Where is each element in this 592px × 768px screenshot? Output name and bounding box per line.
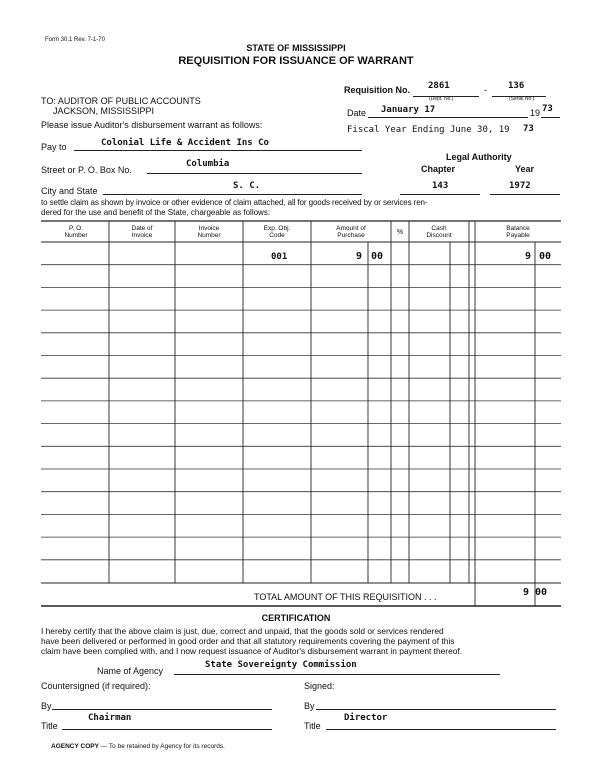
col-header-exp-code: Exp. Obj. Code: [263, 225, 291, 239]
please-issue-text: Please issue Auditor's disbursement warrant as follows:: [41, 120, 263, 130]
state-title: STATE OF MISSISSIPPI: [246, 43, 346, 53]
cert-text-2: have been delivered or performed in good order and that all statutory requirements covering the payment of this: [41, 636, 455, 646]
total-dollars[interactable]: 9: [523, 587, 530, 598]
form-id: Form 30.1 Rev. 7-1-70: [45, 37, 105, 43]
to-line-1: TO: AUDITOR OF PUBLIC ACCOUNTS: [41, 96, 201, 106]
line-item-amount-dollars[interactable]: 9: [356, 251, 363, 262]
fiscal-year-text: Fiscal Year Ending June 30, 19: [347, 125, 510, 135]
by-label-left: By: [41, 701, 52, 711]
year-column-label: Year: [515, 164, 535, 174]
col-header-percent: %: [396, 229, 404, 236]
title-label-right: Title: [304, 721, 321, 731]
footer-note: [51, 744, 225, 751]
agency-label: Name of Agency: [97, 666, 164, 676]
settle-text-1: to settle claim as shown by invoice or other evidence of claim attached, all for goods received by or services ren-: [41, 198, 428, 207]
date-value[interactable]: January 17: [381, 105, 436, 115]
settle-text-2: dered for the use and benefit of the State, chargeable as follows:: [41, 208, 271, 217]
col-header-amount: Amount of Purchase: [336, 225, 366, 239]
title-right-value[interactable]: Director: [344, 713, 388, 723]
date-label: Date: [347, 108, 367, 118]
serial-no-value[interactable]: 136: [508, 81, 525, 91]
cert-text-3: claim have been complied with, and I now request issuance of Auditor's disbursement warrant in payment thereof.: [41, 646, 463, 656]
street-label: Street or P. O. Box No.: [41, 165, 132, 175]
by-line-left[interactable]: [52, 709, 272, 710]
title-line-left: [62, 729, 272, 730]
requisition-no-value[interactable]: 2861: [428, 81, 450, 91]
agency-line: [174, 674, 500, 675]
by-line-right[interactable]: [316, 709, 556, 710]
pay-to-label: Pay to: [41, 142, 67, 152]
line-item-balance-cents[interactable]: 00: [539, 251, 552, 262]
requisition-label: Requisition No.: [344, 85, 410, 95]
chapter-label: Chapter: [421, 164, 456, 174]
line-item-exp-code[interactable]: 001: [271, 252, 288, 262]
col-header-cash-discount: Cash Discount: [426, 225, 452, 239]
total-cents[interactable]: 00: [535, 587, 548, 598]
line-item-amount-cents[interactable]: 00: [371, 251, 384, 262]
footer-retain-text: — To be retained by Agency for its records.: [100, 743, 225, 750]
title-label-left: Title: [41, 721, 58, 731]
title-left-value[interactable]: Chairman: [88, 713, 132, 723]
total-label: TOTAL AMOUNT OF THIS REQUISITION . . .: [254, 592, 437, 602]
to-line-2: JACKSON, MISSISSIPPI: [53, 106, 155, 116]
legal-authority-label: Legal Authority: [446, 152, 512, 162]
agency-value[interactable]: State Sovereignty Commission: [205, 660, 357, 670]
col-header-invoice-number: Invoice Number: [197, 225, 221, 239]
form-title: REQUISITION FOR ISSUANCE OF WARRANT: [178, 55, 414, 67]
pay-to-value[interactable]: Colonial Life & Accident Ins Co: [101, 138, 269, 148]
col-header-balance: Balance Payable: [506, 225, 530, 239]
by-label-right: By: [304, 701, 315, 711]
authority-year-value[interactable]: 1972: [509, 181, 531, 191]
city-state-value[interactable]: S. C.: [233, 181, 261, 191]
serial-no-label: (Serial No.): [509, 96, 535, 102]
col-header-invoice-date: Date of Invoice: [131, 225, 153, 239]
street-value[interactable]: Columbia: [186, 159, 230, 169]
cert-text-1: I hereby certify that the above claim is just, due, correct and unpaid, that the goods sold or services rendered: [41, 626, 444, 636]
chapter-value[interactable]: 143: [432, 181, 449, 191]
certification-title: CERTIFICATION: [261, 613, 331, 623]
fiscal-year-value[interactable]: 73: [523, 124, 534, 134]
signed-label: Signed:: [304, 681, 335, 691]
footer-agency-copy: AGENCY COPY: [51, 743, 99, 750]
col-header-po: P. O. Number: [64, 225, 88, 239]
countersigned-label: Countersigned (if required):: [41, 681, 151, 691]
city-state-label: City and State: [41, 186, 98, 196]
year-value[interactable]: 73: [542, 104, 553, 114]
year-prefix: 19: [530, 108, 541, 118]
dept-no-label: (Dept. No.): [429, 96, 454, 102]
line-item-balance-dollars[interactable]: 9: [525, 251, 532, 262]
requisition-separator: -: [484, 85, 487, 95]
title-line-right: [326, 729, 556, 730]
